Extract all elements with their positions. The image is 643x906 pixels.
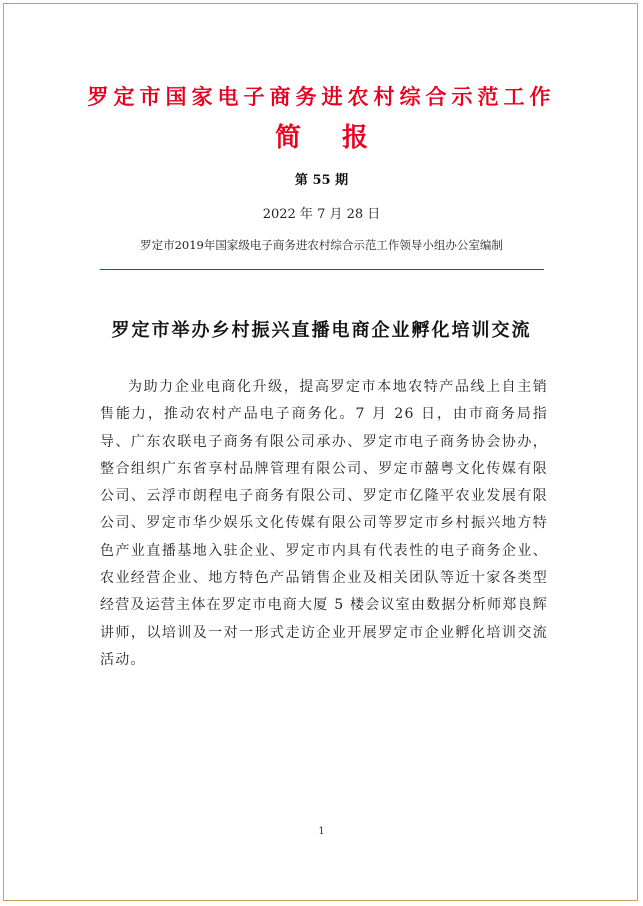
article-body: 为助力企业电商化升级，提高罗定市本地农特产品线上自主销售能力，推动农村产品电子商务化。7 月 26 日，由市商务局指导、广东农联电子商务有限公司承办、罗定市电子商务协会协办，整合组织广东省享村品牌管理有限公司、罗定市囍粤文化传媒有限公司、云浮市朗程电子商务有限公司、罗定市亿隆平农业发展有限公司、罗定市华少娱乐文化传媒有限公司等罗定市乡村振兴地方特色产业直播基地入驻企业、罗定市内具有代表性的电子商务企业、农业经营企业、地方特色产品销售企业及相关团队等近十家各类型经营及运营主体在罗定市电商大厦 5 楼会议室由数据分析师郑良辉讲师，以培训及一对一形式走访企业开展罗定市企业孵化培训交流活动。 <box>100 379 548 668</box>
header-divider <box>100 269 544 270</box>
page-number: 1 <box>318 826 325 837</box>
editor-line: 罗定市2019年国家级电子商务进农村综合示范工作领导小组办公室编制 <box>140 238 503 252</box>
issue-number: 第 55 期 <box>294 173 349 188</box>
bulletin-header-title: 罗定市国家电子商务进农村综合示范工作 <box>87 84 556 109</box>
issue-date: 2022 年 7 月 28 日 <box>262 207 381 222</box>
article-title: 罗定市举办乡村振兴直播电商企业孵化培训交流 <box>111 320 532 341</box>
bulletin-header-subtitle: 简 报 <box>274 123 385 153</box>
